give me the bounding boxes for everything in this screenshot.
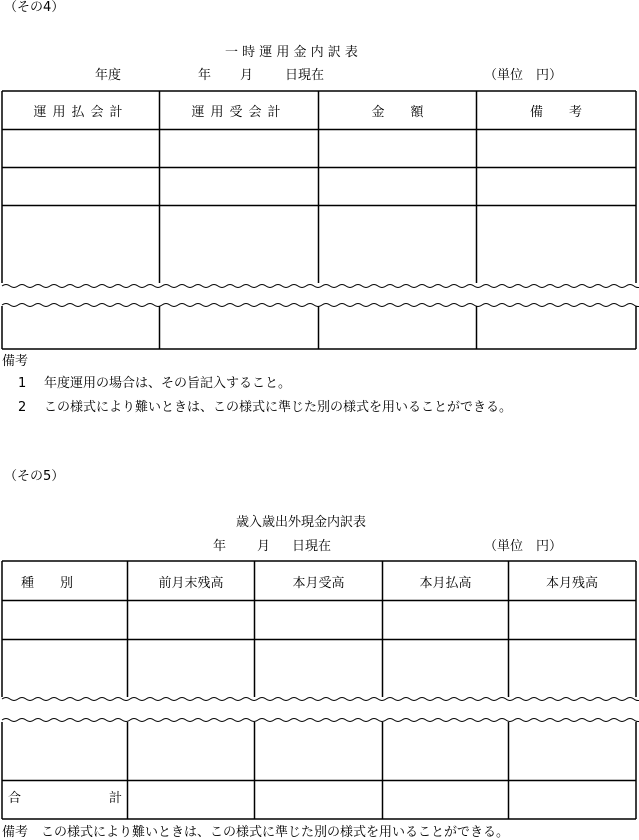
section5-header-balance: 本月残高 bbox=[545, 575, 598, 591]
section5-header-paid: 本月払高 bbox=[419, 575, 472, 591]
section4-unit: （単位 円） bbox=[484, 68, 563, 83]
section5-header-received: 本月受高 bbox=[292, 575, 345, 591]
section4-date-month: 月 bbox=[240, 68, 254, 83]
section4-note-2-text: この様式により難いときは、この様式に準じた別の様式を用いることができる。 bbox=[44, 400, 513, 415]
section5-date-month: 月 bbox=[257, 539, 271, 554]
section5-header-type: 種 別 bbox=[21, 575, 74, 591]
section4-date-day: 日現在 bbox=[285, 68, 325, 83]
section4-note-1-text: 年度運用の場合は、その旨記入すること。 bbox=[44, 376, 292, 391]
section4-header-payer: 運用払会計 bbox=[33, 105, 129, 120]
section4-header-receiver: 運用受会計 bbox=[191, 105, 287, 120]
section4-notes-heading: 備考 bbox=[2, 354, 29, 369]
section4-header-remarks: 備 考 bbox=[529, 105, 582, 120]
section5-date-year: 年 bbox=[213, 539, 227, 554]
section4-label: （その4） bbox=[4, 0, 65, 15]
section4-year-label: 年度 bbox=[95, 68, 122, 83]
section5-title: 歳入歳出外現金内訳表 bbox=[236, 515, 367, 530]
section4-date-year: 年 bbox=[198, 68, 212, 83]
section4-note-2-num: 2 bbox=[18, 400, 27, 415]
section5-header-prev-balance: 前月末残高 bbox=[158, 575, 224, 591]
section4-header-amount: 金 額 bbox=[371, 105, 424, 120]
section4-title: 一 時 運 用 金 内 訳 表 bbox=[225, 45, 358, 60]
section4-note-1-num: 1 bbox=[18, 376, 27, 391]
section5-unit: （単位 円） bbox=[484, 539, 563, 554]
section5-date-day: 日現在 bbox=[292, 539, 332, 554]
section5-total-label: 合 計 bbox=[8, 791, 122, 806]
section5-label: （その5） bbox=[4, 469, 65, 484]
section5-note: 備考 この様式により難いときは、この様式に準じた別の様式を用いることができる。 bbox=[2, 825, 510, 840]
